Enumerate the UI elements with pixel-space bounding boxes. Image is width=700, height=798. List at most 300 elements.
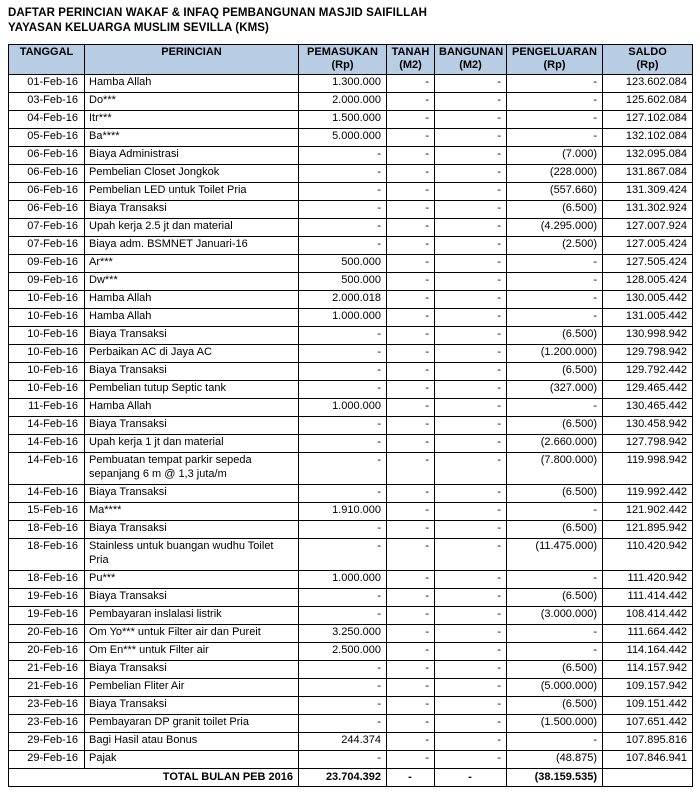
table-row: [9, 485, 693, 503]
table-row: [9, 183, 693, 201]
cell-perincian: Biaya Transaksi: [85, 201, 299, 219]
cell-perincian: Pembayaran DP granit toilet Pria: [85, 715, 299, 733]
cell-pengeluaran: -: [507, 75, 603, 93]
cell-perincian: Ar***: [85, 255, 299, 273]
table-header: [9, 45, 693, 75]
cell-bangunan: -: [435, 147, 507, 165]
cell-perincian: Pembelian Fliter Air: [85, 679, 299, 697]
cell-bangunan: -: [435, 129, 507, 147]
cell-tanggal: 19-Feb-16: [9, 589, 85, 607]
cell-pengeluaran: -: [507, 309, 603, 327]
cell-pengeluaran: (6.500): [507, 589, 603, 607]
cell-saldo: 127.007.924: [603, 219, 693, 237]
cell-tanah: -: [387, 679, 435, 697]
cell-bangunan: -: [435, 435, 507, 453]
cell-tanggal: 04-Feb-16: [9, 111, 85, 129]
table-row: [9, 503, 693, 521]
cell-perincian: Dw***: [85, 273, 299, 291]
cell-pemasukan: -: [299, 165, 387, 183]
cell-tanah: -: [387, 435, 435, 453]
cell-tanggal: 29-Feb-16: [9, 733, 85, 751]
cell-tanggal: 15-Feb-16: [9, 503, 85, 521]
cell-bangunan: -: [435, 751, 507, 769]
cell-bangunan: -: [435, 697, 507, 715]
cell-bangunan: -: [435, 715, 507, 733]
ledger-table: [8, 44, 693, 787]
cell-tanah: -: [387, 183, 435, 201]
cell-saldo: 129.798.942: [603, 345, 693, 363]
cell-pengeluaran: (4.295.000): [507, 219, 603, 237]
cell-saldo: 131.302.924: [603, 201, 693, 219]
cell-tanggal: 09-Feb-16: [9, 273, 85, 291]
cell-bangunan: -: [435, 201, 507, 219]
header-perincian-label: PERINCIAN: [161, 46, 222, 58]
cell-bangunan: -: [435, 75, 507, 93]
cell-pemasukan: 1.300.000: [299, 75, 387, 93]
cell-saldo: 130.458.942: [603, 417, 693, 435]
cell-tanah: -: [387, 129, 435, 147]
cell-bangunan: -: [435, 503, 507, 521]
table-row: [9, 273, 693, 291]
header-tanggal-label: TANGGAL: [19, 46, 74, 58]
cell-perincian: Pembayaran inslalasi listrik: [85, 607, 299, 625]
cell-tanah: -: [387, 751, 435, 769]
cell-perincian: Pembelian LED untuk Toilet Pria: [85, 183, 299, 201]
cell-pemasukan: 244.374: [299, 733, 387, 751]
cell-tanah: -: [387, 219, 435, 237]
cell-pemasukan: 3.250.000: [299, 625, 387, 643]
cell-tanah: -: [387, 539, 435, 571]
cell-tanah: -: [387, 273, 435, 291]
cell-bangunan: -: [435, 607, 507, 625]
cell-tanah: -: [387, 75, 435, 93]
table-row: [9, 201, 693, 219]
cell-bangunan: -: [435, 273, 507, 291]
table-row: [9, 345, 693, 363]
cell-perincian: Itr***: [85, 111, 299, 129]
cell-tanah: -: [387, 399, 435, 417]
table-row: [9, 237, 693, 255]
cell-tanah: -: [387, 417, 435, 435]
cell-bangunan: -: [435, 399, 507, 417]
cell-pemasukan: 1.000.000: [299, 309, 387, 327]
table-row: [9, 607, 693, 625]
cell-saldo: 127.005.424: [603, 237, 693, 255]
cell-pengeluaran: (1.200.000): [507, 345, 603, 363]
cell-perincian: Perbaikan AC di Jaya AC: [85, 345, 299, 363]
cell-pengeluaran: -: [507, 93, 603, 111]
table-row: [9, 733, 693, 751]
table-row: [9, 679, 693, 697]
cell-tanggal: 07-Feb-16: [9, 237, 85, 255]
header-bangunan-unit: (M2): [459, 59, 482, 71]
cell-perincian: Pu***: [85, 571, 299, 589]
cell-pemasukan: 2.000.000: [299, 93, 387, 111]
cell-pemasukan: -: [299, 607, 387, 625]
cell-saldo: 110.420.942: [603, 539, 693, 571]
table-row: [9, 661, 693, 679]
cell-tanah: -: [387, 521, 435, 539]
cell-tanggal: 01-Feb-16: [9, 75, 85, 93]
cell-pemasukan: -: [299, 751, 387, 769]
cell-pengeluaran: -: [507, 571, 603, 589]
cell-bangunan: -: [435, 539, 507, 571]
cell-perincian: Hamba Allah: [85, 75, 299, 93]
cell-tanggal: 18-Feb-16: [9, 539, 85, 571]
cell-perincian: Biaya Transaksi: [85, 417, 299, 435]
table-row: [9, 751, 693, 769]
cell-pemasukan: -: [299, 589, 387, 607]
cell-pemasukan: -: [299, 453, 387, 485]
cell-pemasukan: -: [299, 381, 387, 399]
cell-pengeluaran: (6.500): [507, 363, 603, 381]
table-row: [9, 697, 693, 715]
cell-tanah: -: [387, 625, 435, 643]
header-pengeluaran-label: PENGELUARAN: [512, 46, 597, 58]
cell-perincian: Biaya Transaksi: [85, 589, 299, 607]
cell-tanggal: 07-Feb-16: [9, 219, 85, 237]
cell-tanggal: 14-Feb-16: [9, 485, 85, 503]
cell-perincian: Hamba Allah: [85, 309, 299, 327]
cell-perincian: Ma****: [85, 503, 299, 521]
table-row: [9, 539, 693, 571]
header-pemasukan-unit: (Rp): [331, 59, 354, 71]
cell-tanah: -: [387, 381, 435, 399]
cell-perincian: Do***: [85, 93, 299, 111]
cell-pemasukan: -: [299, 539, 387, 571]
cell-bangunan: -: [435, 111, 507, 129]
table-row: [9, 309, 693, 327]
table-row: [9, 129, 693, 147]
table-row: [9, 255, 693, 273]
cell-perincian: Upah kerja 2.5 jt dan material: [85, 219, 299, 237]
cell-bangunan: -: [435, 417, 507, 435]
total-pengeluaran: (38.159.535): [507, 769, 603, 787]
cell-pemasukan: -: [299, 147, 387, 165]
table-row: [9, 147, 693, 165]
cell-pemasukan: -: [299, 661, 387, 679]
table-body: [9, 75, 693, 769]
cell-tanggal: 05-Feb-16: [9, 129, 85, 147]
cell-tanah: -: [387, 165, 435, 183]
cell-pengeluaran: -: [507, 399, 603, 417]
cell-bangunan: -: [435, 165, 507, 183]
cell-pengeluaran: (6.500): [507, 661, 603, 679]
cell-saldo: 114.157.942: [603, 661, 693, 679]
cell-perincian: Pajak: [85, 751, 299, 769]
cell-tanah: -: [387, 237, 435, 255]
cell-tanggal: 14-Feb-16: [9, 453, 85, 485]
header-pengeluaran: [507, 45, 603, 75]
table-row: [9, 625, 693, 643]
cell-pengeluaran: (6.500): [507, 697, 603, 715]
cell-pemasukan: -: [299, 521, 387, 539]
cell-pemasukan: -: [299, 697, 387, 715]
cell-saldo: 107.895.816: [603, 733, 693, 751]
cell-tanah: -: [387, 255, 435, 273]
cell-pemasukan: 1.000.000: [299, 571, 387, 589]
cell-tanah: -: [387, 485, 435, 503]
table-row: [9, 111, 693, 129]
cell-tanggal: 10-Feb-16: [9, 345, 85, 363]
cell-tanggal: 21-Feb-16: [9, 679, 85, 697]
cell-pengeluaran: (6.500): [507, 327, 603, 345]
table-row: [9, 327, 693, 345]
cell-bangunan: -: [435, 381, 507, 399]
table-row: [9, 521, 693, 539]
cell-saldo: 132.102.084: [603, 129, 693, 147]
cell-saldo: 119.998.942: [603, 453, 693, 485]
cell-saldo: 111.664.442: [603, 625, 693, 643]
cell-pengeluaran: (2.500): [507, 237, 603, 255]
cell-bangunan: -: [435, 643, 507, 661]
cell-tanggal: 19-Feb-16: [9, 607, 85, 625]
cell-tanah: -: [387, 363, 435, 381]
cell-pengeluaran: (327.000): [507, 381, 603, 399]
cell-tanggal: 23-Feb-16: [9, 697, 85, 715]
header-saldo-label: SALDO: [628, 46, 667, 58]
cell-pengeluaran: (6.500): [507, 417, 603, 435]
cell-tanggal: 06-Feb-16: [9, 183, 85, 201]
cell-tanggal: 18-Feb-16: [9, 571, 85, 589]
total-saldo: [603, 769, 693, 787]
cell-perincian: Upah kerja 1 jt dan material: [85, 435, 299, 453]
cell-tanggal: 10-Feb-16: [9, 327, 85, 345]
cell-pengeluaran: -: [507, 503, 603, 521]
cell-pengeluaran: -: [507, 129, 603, 147]
cell-saldo: 125.602.084: [603, 93, 693, 111]
cell-saldo: 131.309.424: [603, 183, 693, 201]
document-subtitle: YAYASAN KELUARGA MUSLIM SEVILLA (KMS): [8, 22, 269, 34]
table-row: [9, 165, 693, 183]
cell-tanggal: 10-Feb-16: [9, 363, 85, 381]
cell-tanah: -: [387, 93, 435, 111]
cell-bangunan: -: [435, 521, 507, 539]
cell-pengeluaran: (6.500): [507, 201, 603, 219]
cell-pengeluaran: (557.660): [507, 183, 603, 201]
table-row: [9, 381, 693, 399]
header-pengeluaran-unit: (Rp): [543, 59, 566, 71]
cell-perincian: Ba****: [85, 129, 299, 147]
cell-saldo: 109.157.942: [603, 679, 693, 697]
cell-bangunan: -: [435, 453, 507, 485]
cell-tanah: -: [387, 733, 435, 751]
cell-saldo: 121.902.442: [603, 503, 693, 521]
cell-tanggal: 10-Feb-16: [9, 291, 85, 309]
cell-pemasukan: 1.500.000: [299, 111, 387, 129]
cell-perincian: Biaya Transaksi: [85, 521, 299, 539]
cell-pemasukan: -: [299, 183, 387, 201]
cell-pemasukan: 2.000.018: [299, 291, 387, 309]
cell-bangunan: -: [435, 589, 507, 607]
header-tanah-label: TANAH: [391, 46, 430, 58]
cell-saldo: 129.465.442: [603, 381, 693, 399]
cell-pemasukan: 500.000: [299, 273, 387, 291]
cell-tanah: -: [387, 589, 435, 607]
cell-saldo: 114.164.442: [603, 643, 693, 661]
cell-saldo: 108.414.442: [603, 607, 693, 625]
cell-bangunan: -: [435, 93, 507, 111]
table-row: [9, 571, 693, 589]
header-tanggal: [9, 45, 85, 75]
cell-perincian: Pembelian tutup Septic tank: [85, 381, 299, 399]
cell-saldo: 131.867.084: [603, 165, 693, 183]
cell-bangunan: -: [435, 255, 507, 273]
cell-pemasukan: 1.000.000: [299, 399, 387, 417]
table-row: [9, 435, 693, 453]
cell-tanggal: 09-Feb-16: [9, 255, 85, 273]
cell-saldo: 123.602.084: [603, 75, 693, 93]
table-row: [9, 715, 693, 733]
cell-bangunan: -: [435, 327, 507, 345]
cell-pengeluaran: -: [507, 291, 603, 309]
table-row: [9, 93, 693, 111]
table-row: [9, 417, 693, 435]
cell-tanggal: 23-Feb-16: [9, 715, 85, 733]
table-footer: [9, 769, 693, 787]
cell-pemasukan: 2.500.000: [299, 643, 387, 661]
cell-pengeluaran: (2.660.000): [507, 435, 603, 453]
cell-saldo: 129.792.442: [603, 363, 693, 381]
cell-perincian: Hamba Allah: [85, 399, 299, 417]
cell-pengeluaran: -: [507, 255, 603, 273]
total-bangunan: -: [435, 769, 507, 787]
header-bangunan-label: BANGUNAN: [439, 46, 504, 58]
cell-tanah: -: [387, 291, 435, 309]
cell-perincian: Biaya adm. BSMNET Januari-16: [85, 237, 299, 255]
header-perincian: [85, 45, 299, 75]
cell-tanggal: 06-Feb-16: [9, 147, 85, 165]
cell-pengeluaran: (6.500): [507, 521, 603, 539]
cell-tanggal: 06-Feb-16: [9, 165, 85, 183]
cell-pemasukan: -: [299, 417, 387, 435]
header-pemasukan: [299, 45, 387, 75]
cell-tanggal: 06-Feb-16: [9, 201, 85, 219]
cell-tanah: -: [387, 327, 435, 345]
cell-pemasukan: 500.000: [299, 255, 387, 273]
total-tanah: -: [387, 769, 435, 787]
total-pemasukan: 23.704.392: [299, 769, 387, 787]
cell-saldo: 121.895.942: [603, 521, 693, 539]
cell-tanggal: 29-Feb-16: [9, 751, 85, 769]
table-row: [9, 399, 693, 417]
cell-pemasukan: -: [299, 679, 387, 697]
cell-perincian: Stainless untuk buangan wudhu Toilet Pria: [85, 539, 299, 571]
cell-saldo: 127.505.424: [603, 255, 693, 273]
cell-tanggal: 20-Feb-16: [9, 643, 85, 661]
cell-pemasukan: -: [299, 345, 387, 363]
cell-saldo: 130.465.442: [603, 399, 693, 417]
cell-saldo: 119.992.442: [603, 485, 693, 503]
cell-tanah: -: [387, 643, 435, 661]
cell-perincian: Pembelian Closet Jongkok: [85, 165, 299, 183]
table-row: [9, 75, 693, 93]
cell-pengeluaran: (7.000): [507, 147, 603, 165]
total-row: [9, 769, 693, 787]
cell-bangunan: -: [435, 309, 507, 327]
cell-tanggal: 21-Feb-16: [9, 661, 85, 679]
cell-tanah: -: [387, 697, 435, 715]
table-row: [9, 363, 693, 381]
cell-saldo: 128.005.424: [603, 273, 693, 291]
cell-bangunan: -: [435, 679, 507, 697]
cell-pemasukan: -: [299, 485, 387, 503]
table-row: [9, 453, 693, 485]
cell-pengeluaran: -: [507, 643, 603, 661]
cell-pengeluaran: (5.000.000): [507, 679, 603, 697]
cell-tanah: -: [387, 201, 435, 219]
cell-saldo: 131.005.442: [603, 309, 693, 327]
cell-saldo: 111.420.942: [603, 571, 693, 589]
cell-pemasukan: -: [299, 237, 387, 255]
cell-tanah: -: [387, 607, 435, 625]
header-pemasukan-label: PEMASUKAN: [307, 46, 378, 58]
cell-pemasukan: -: [299, 219, 387, 237]
cell-tanggal: 11-Feb-16: [9, 399, 85, 417]
cell-pengeluaran: (228.000): [507, 165, 603, 183]
cell-bangunan: -: [435, 219, 507, 237]
cell-bangunan: -: [435, 363, 507, 381]
table-row: [9, 219, 693, 237]
cell-pemasukan: 5.000.000: [299, 129, 387, 147]
cell-tanggal: 14-Feb-16: [9, 417, 85, 435]
cell-tanah: -: [387, 111, 435, 129]
cell-tanah: -: [387, 661, 435, 679]
table-row: [9, 643, 693, 661]
cell-bangunan: -: [435, 625, 507, 643]
header-saldo-unit: (Rp): [636, 59, 659, 71]
cell-perincian: Biaya Administrasi: [85, 147, 299, 165]
cell-pengeluaran: -: [507, 625, 603, 643]
document-title: DAFTAR PERINCIAN WAKAF & INFAQ PEMBANGUNAN MASJID SAIFILLAH: [8, 7, 428, 19]
cell-pemasukan: -: [299, 327, 387, 345]
header-tanah: [387, 45, 435, 75]
cell-tanggal: 20-Feb-16: [9, 625, 85, 643]
cell-saldo: 109.151.442: [603, 697, 693, 715]
cell-saldo: 107.651.442: [603, 715, 693, 733]
cell-perincian: Biaya Transaksi: [85, 327, 299, 345]
cell-pengeluaran: (48.875): [507, 751, 603, 769]
cell-perincian: Bagi Hasil atau Bonus: [85, 733, 299, 751]
cell-pemasukan: -: [299, 363, 387, 381]
cell-perincian: Biaya Transaksi: [85, 363, 299, 381]
cell-tanah: -: [387, 309, 435, 327]
cell-perincian: Biaya Transaksi: [85, 485, 299, 503]
cell-pemasukan: -: [299, 201, 387, 219]
header-tanah-unit: (M2): [399, 59, 422, 71]
cell-tanggal: 14-Feb-16: [9, 435, 85, 453]
cell-tanggal: 18-Feb-16: [9, 521, 85, 539]
cell-pengeluaran: -: [507, 111, 603, 129]
cell-saldo: 111.414.442: [603, 589, 693, 607]
cell-bangunan: -: [435, 291, 507, 309]
cell-bangunan: -: [435, 183, 507, 201]
cell-pemasukan: -: [299, 435, 387, 453]
cell-perincian: Biaya Transaksi: [85, 697, 299, 715]
cell-bangunan: -: [435, 733, 507, 751]
header-bangunan: [435, 45, 507, 75]
header-saldo: [603, 45, 693, 75]
cell-bangunan: -: [435, 237, 507, 255]
cell-perincian: Hamba Allah: [85, 291, 299, 309]
cell-tanah: -: [387, 715, 435, 733]
cell-saldo: 130.998.942: [603, 327, 693, 345]
cell-saldo: 107.846.941: [603, 751, 693, 769]
cell-tanah: -: [387, 503, 435, 521]
cell-saldo: 127.798.942: [603, 435, 693, 453]
cell-pengeluaran: (11.475.000): [507, 539, 603, 571]
cell-tanah: -: [387, 147, 435, 165]
